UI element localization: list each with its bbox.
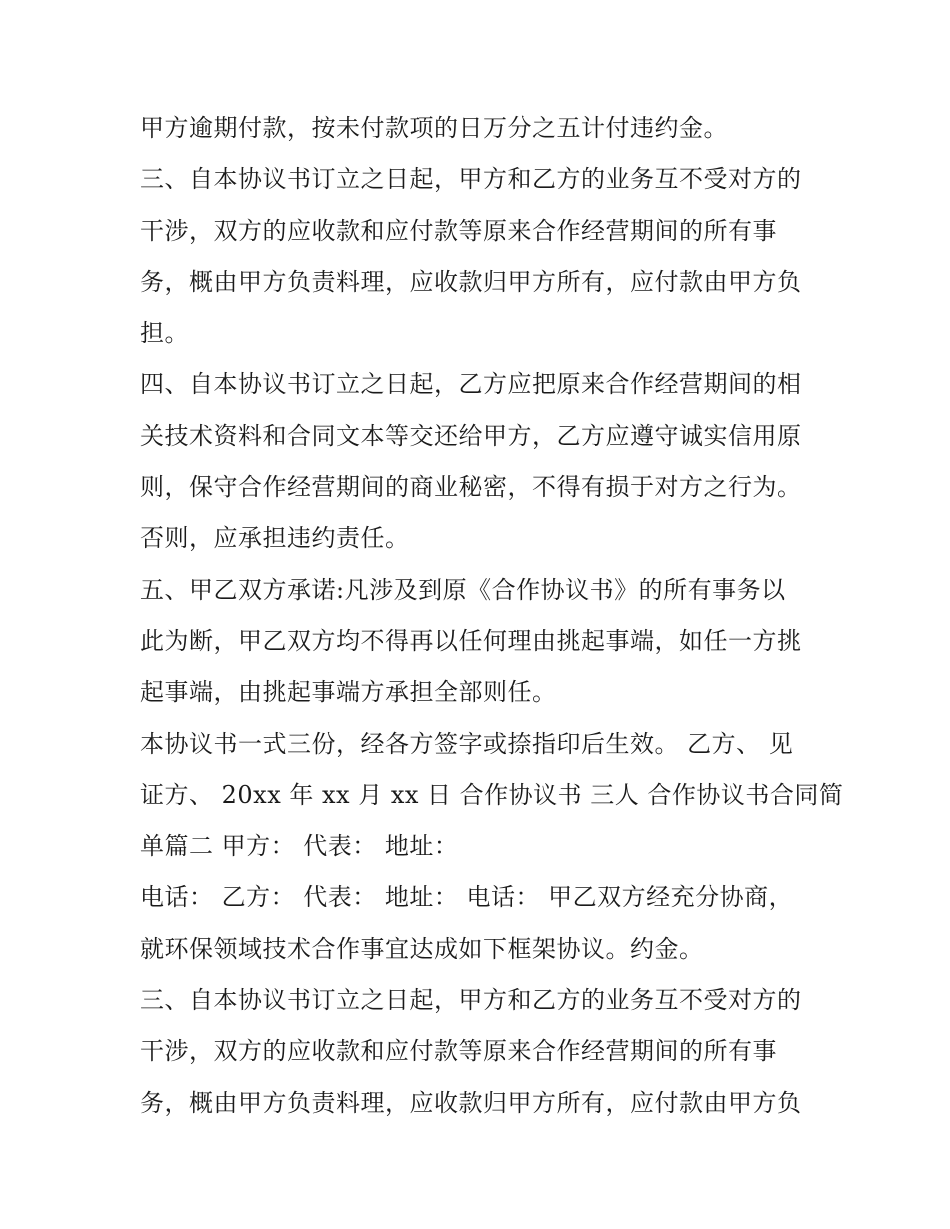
text-line: 务，概由甲方负责料理，应收款归甲方所有，应付款由甲方负 (140, 1088, 802, 1117)
text-line: 甲方逾期付款，按未付款项的日万分之五计付违约金。 (140, 114, 728, 142)
text-line: 五、甲乙双方承诺:凡涉及到原《合作协议书》的所有事务以 (140, 575, 786, 604)
text-line: 起事端，由挑起事端方承担全部则任。 (140, 678, 557, 707)
text-line: 单篇二 甲方： 代表： 地址： (140, 832, 459, 861)
text-line: 担。 (140, 319, 189, 348)
text-line: 关技术资料和合同文本等交还给甲方，乙方应遵守诚实信用原 (140, 421, 802, 450)
text-line: 则，保守合作经营期间的商业秘密，不得有损于对方之行为。 (140, 473, 802, 502)
text-line: 干涉，双方的应收款和应付款等原来合作经营期间的所有事 (140, 1037, 777, 1066)
text-line: 三、自本协议书订立之日起，甲方和乙方的业务互不受对方的 (140, 165, 802, 194)
document-body (140, 103, 844, 1129)
text-line: 务，概由甲方负责料理，应收款归甲方所有，应付款由甲方负 (140, 267, 802, 296)
text-line: 否则，应承担违约责任。 (140, 524, 410, 553)
text-line: 四、自本协议书订立之日起，乙方应把原来合作经营期间的相 (140, 370, 802, 399)
text-line: 干涉，双方的应收款和应付款等原来合作经营期间的所有事 (140, 216, 777, 245)
text-line: 此为断，甲乙双方均不得再以任何理由挑起事端，如任一方挑 (140, 626, 802, 655)
text-line: 就环保领域技术合作事宜达成如下框架协议。约金。 (140, 934, 704, 963)
text-line: 证方、 20xx 年 xx 月 xx 日 合作协议书 三人 合作协议书合同简 (140, 780, 844, 809)
text-line: 电话： 乙方： 代表： 地址： 电话： 甲乙双方经充分协商， (140, 883, 794, 912)
text-line: 三、自本协议书订立之日起，甲方和乙方的业务互不受对方的 (140, 986, 802, 1015)
text-line: 本协议书一式三份，经各方签字或捺指印后生效。 乙方、 见 (140, 729, 794, 758)
